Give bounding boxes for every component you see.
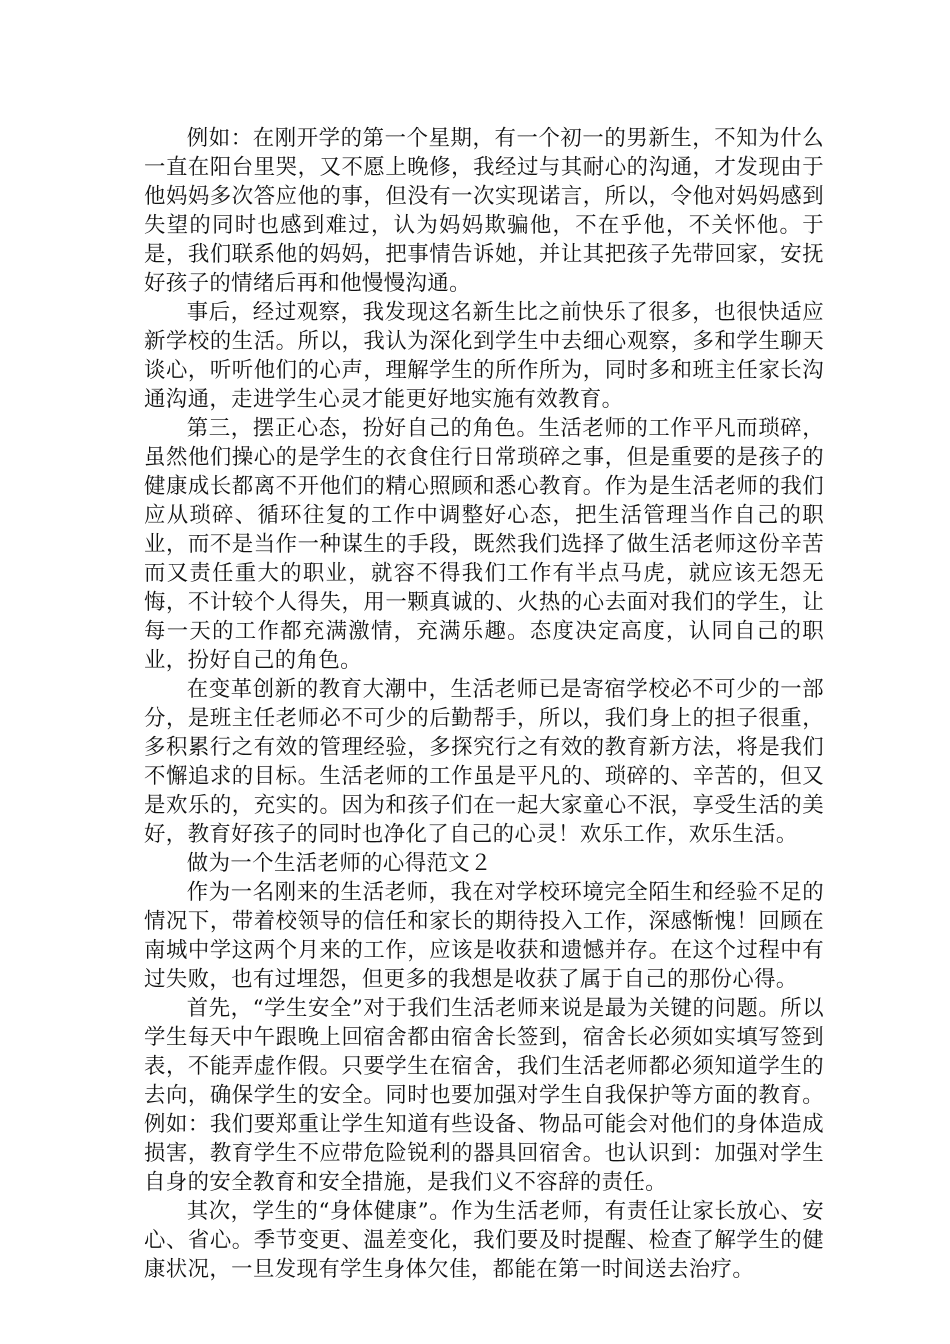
paragraph-student-health: 其次，学生的“身体健康”。作为生活老师，有责任让家长放心、安心、省心。季节变更、温差变化，我们要及时提醒、检查了解学生的健康状况，一旦发现有学生身体欠佳，都能在第一时间送去治疗。 [144, 1199, 824, 1282]
section-heading-sample-2: 做为一个生活老师的心得范文２ [186, 851, 492, 876]
paragraph-afterwards: 事后，经过观察，我发现这名新生比之前快乐了很多，也很快适应新学校的生活。所以，我认为深化到学生中去细心观察，多和学生聊天谈心，听听他们的心声，理解学生的所作所为，同时多和班主任家长沟通沟通，走进学生心灵才能更好地实施有效教育。 [144, 300, 824, 412]
paragraph-education-reform: 在变革创新的教育大潮中，生活老师已是寄宿学校必不可少的一部分，是班主任老师必不可少的后勤帮手，所以，我们身上的担子很重，多积累行之有效的管理经验，多探究行之有效的教育新方法，将是我们不懈追求的目标。生活老师的工作虽是平凡的、琐碎的、辛苦的，但又是欢乐的，充实的。因为和孩子们在一起大家童心不泯，享受生活的美好，教育好孩子的同时也净化了自己的心灵！欢乐工作，欢乐生活。 [144, 677, 824, 847]
paragraph-third-point: 第三，摆正心态，扮好自己的角色。生活老师的工作平凡而琐碎，虽然他们操心的是学生的衣食住行日常琐碎之事，但是重要的是孩子的健康成长都离不开他们的精心照顾和悉心教育。作为是生活老师的我们应从琐碎、循环往复的工作中调整好心态，把生活管理当作自己的职业，而不是当作一种谋生的手段，既然我们选择了做生活老师这份辛苦而又责任重大的职业，就容不得我们工作有半点马虎，就应该无怨无悔，不计较个人得失，用一颗真诚的、火热的心去面对我们的学生，让每一天的工作都充满激情，充满乐趣。态度决定高度，认同自己的职业，扮好自己的角色。 [144, 416, 824, 673]
document-body [144, 124, 824, 1284]
paragraph-example: 例如：在刚开学的第一个星期，有一个初一的男新生，不知为什么一直在阳台里哭，又不愿上晚修，我经过与其耐心的沟通，才发现由于他妈妈多次答应他的事，但没有一次实现诺言，所以，令他对妈妈感到失望的同时也感到难过，认为妈妈欺骗他，不在乎他，不关怀他。于是，我们联系他的妈妈，把事情告诉她，并让其把孩子先带回家，安抚好孩子的情绪后再和他慢慢沟通。 [144, 126, 824, 296]
paragraph-new-teacher: 作为一名刚来的生活老师，我在对学校环境完全陌生和经验不足的情况下，带着校领导的信任和家长的期待投入工作，深感惭愧！回顾在南城中学这两个月来的工作，应该是收获和遗憾并存。在这个过程中有过失败，也有过埋怨，但更多的我想是收获了属于自己的那份心得。 [144, 880, 824, 992]
paragraph-student-safety: 首先，“学生安全”对于我们生活老师来说是最为关键的问题。所以学生每天中午跟晚上回宿舍都由宿舍长签到，宿舍长必须如实填写签到表，不能弄虚作假。只要学生在宿舍，我们生活老师都必须知道学生的去向，确保学生的安全。同时也要加强对学生自我保护等方面的教育。例如：我们要郑重让学生知道有些设备、物品可能会对他们的身体造成损害，教育学生不应带危险锐利的器具回宿舍。也认识到：加强对学生自身的安全教育和安全措施，是我们义不容辞的责任。 [144, 996, 824, 1195]
